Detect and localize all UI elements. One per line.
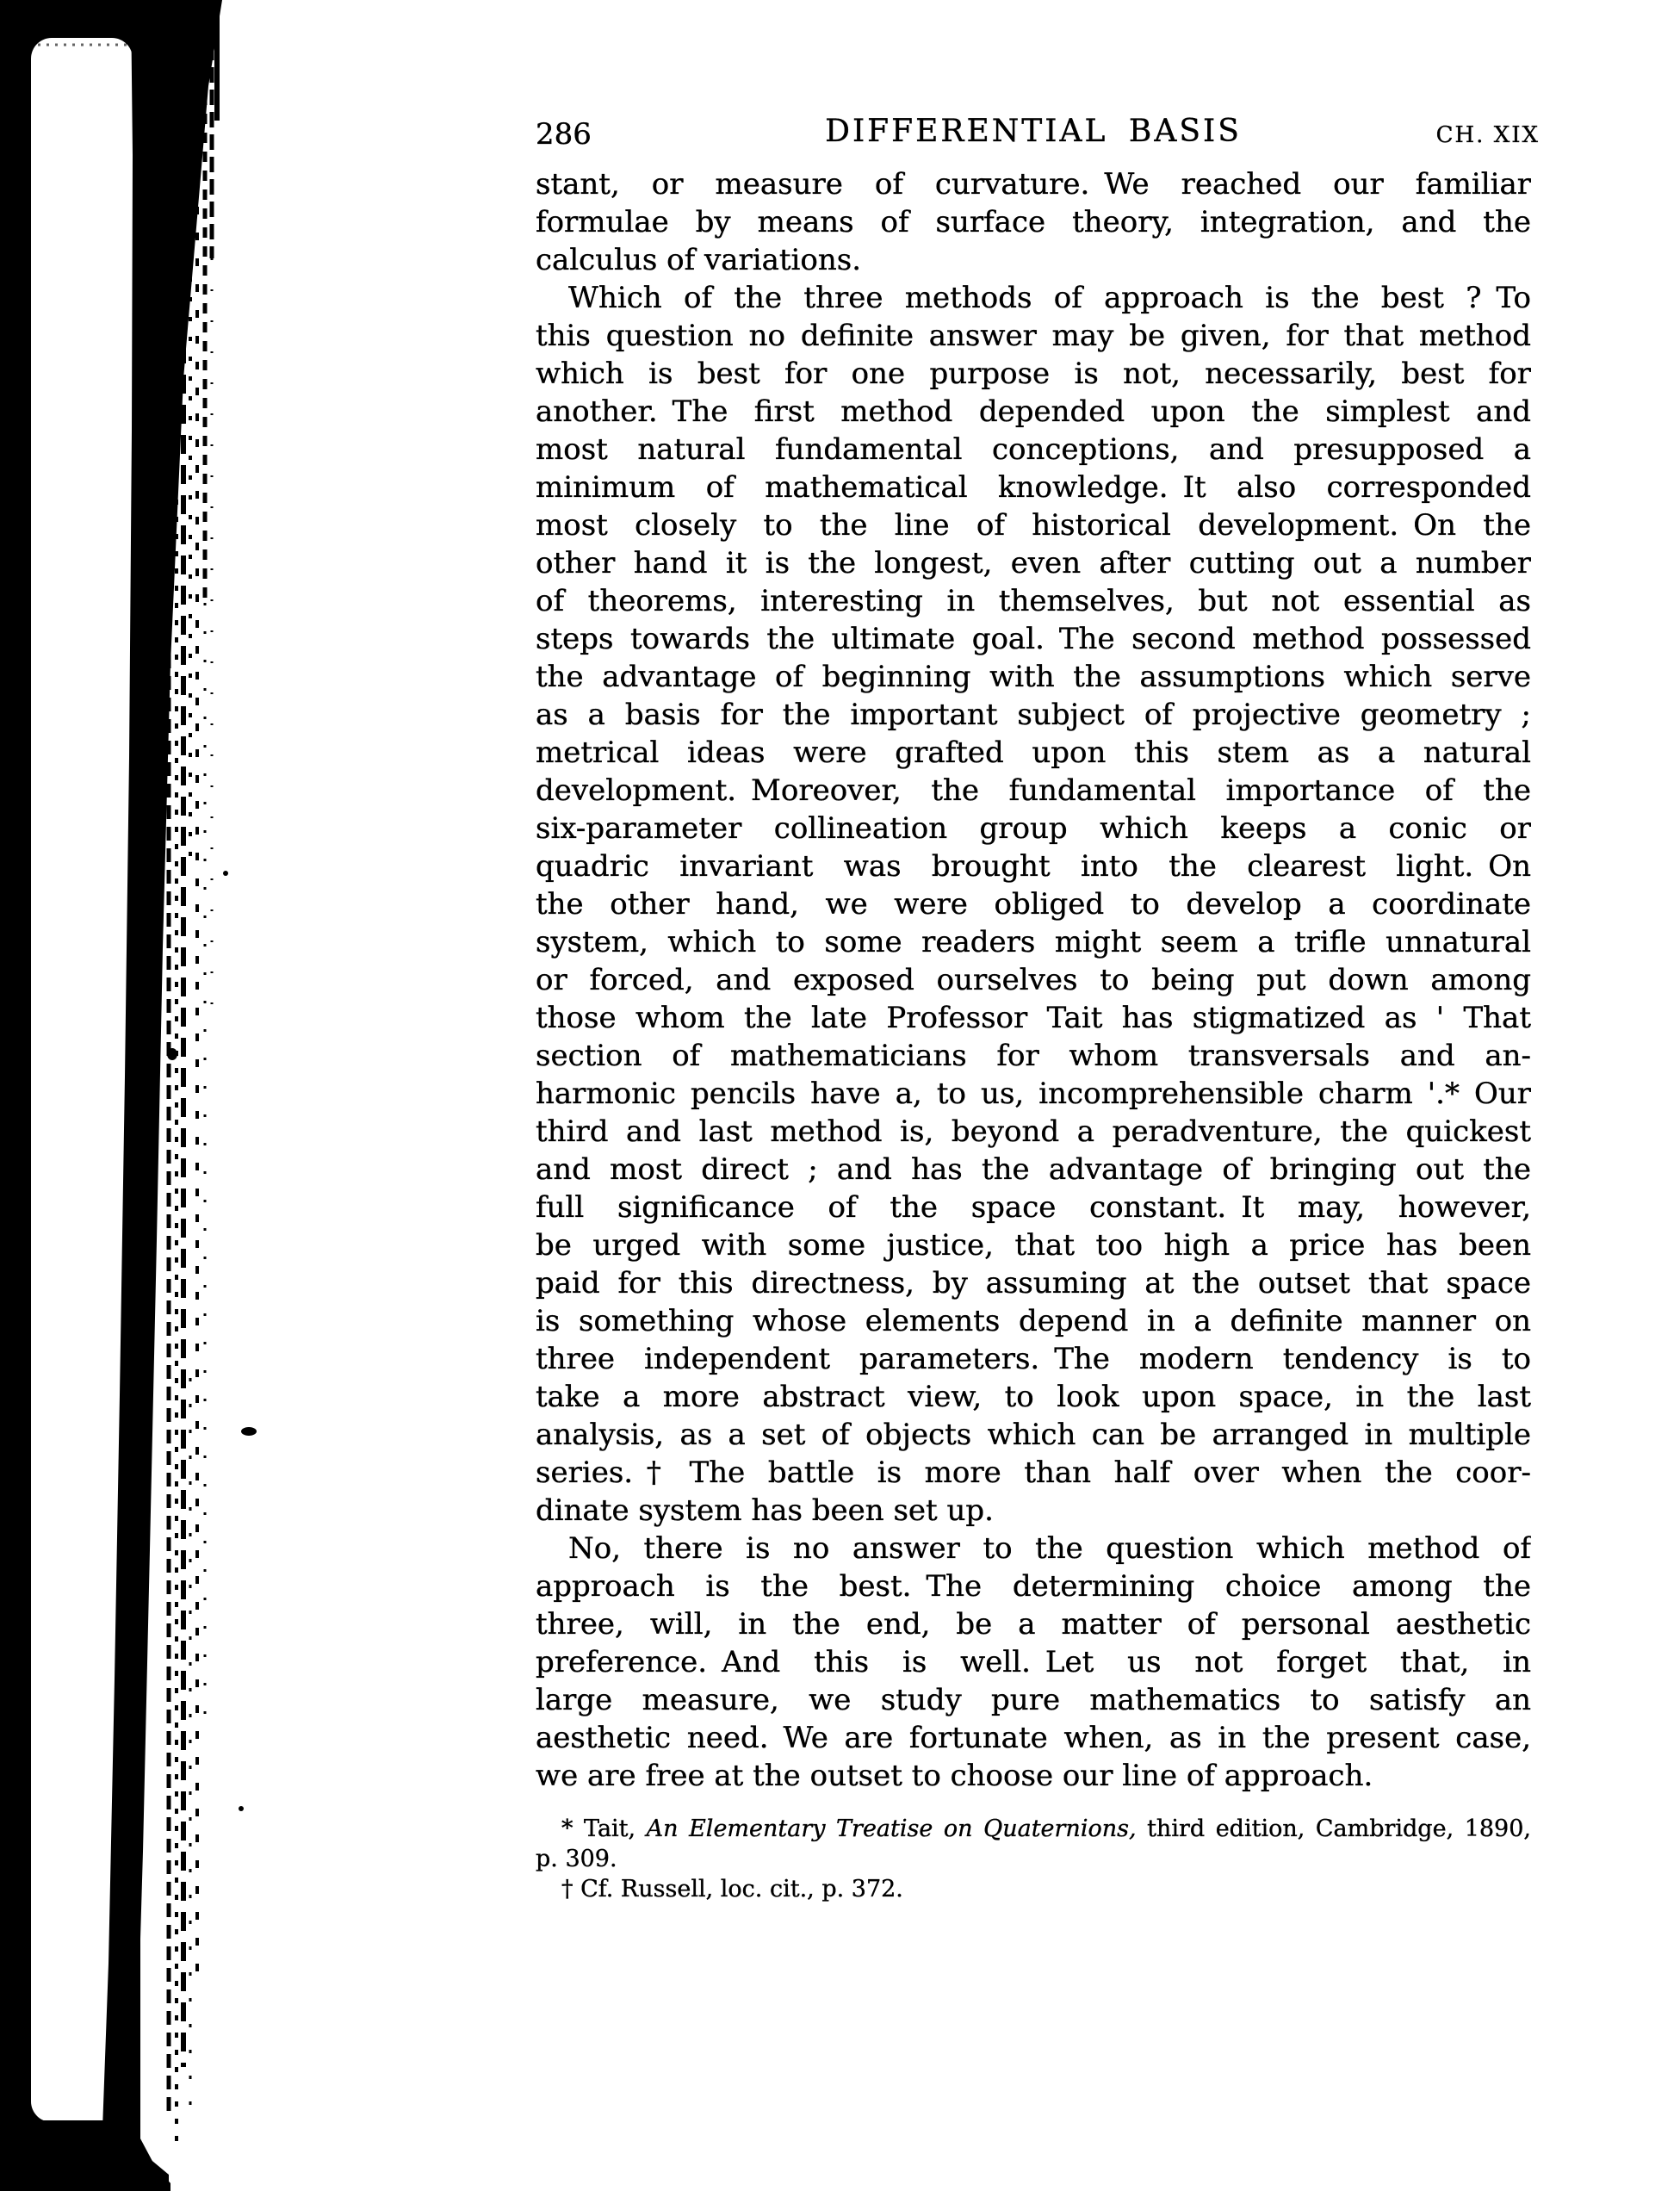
footnote-text: * Tait, [561,1815,647,1842]
page-title: DIFFERENTIAL BASIS [825,114,1242,149]
bottom-corner-shadow [0,2120,169,2191]
text-line: be urged with some justice, that too high a price has been [536,1228,1531,1263]
footnote-book-title: An Elementary Treatise on Quaternions, [646,1815,1137,1842]
text-line: preference. And this is well. Let us not forget that, in [536,1645,1531,1679]
text-line: development. Moreover, the fundamental importance of the [536,773,1531,808]
text-line: formulae by means of surface theory, integration, and the [536,205,1531,239]
page-number: 286 [536,117,592,152]
text-line: we are free at the outset to choose our line of approach. [536,1759,1373,1793]
text-line: is something whose elements depend in a definite manner on [536,1304,1531,1338]
text-line: full significance of the space constant. It may, however, [536,1190,1531,1225]
footnotes [536,1814,1531,1904]
text-line: series.† The battle is more than half over when the coor- [536,1455,1531,1490]
footnote-text: third edition, Cambridge, 1890, [1136,1815,1531,1842]
text-line: harmonic pencils have a, to us, incomprehensible charm '.* Our [536,1077,1531,1111]
text-line: paid for this directness, by assuming at the outset that space [536,1266,1531,1300]
footnote-line [536,1874,1531,1904]
text-line: the other hand, we were obliged to develop a coordinate [536,887,1531,922]
text-line: Which of the three methods of approach is the best ? To [568,281,1531,315]
text-line: most natural fundamental conceptions, and presupposed a [536,432,1531,467]
chapter-label: CH. XIX [1435,122,1540,148]
page-text [536,165,1531,1795]
text-line: large measure, we study pure mathematics to satisfy an [536,1683,1531,1717]
text-line: metrical ideas were grafted upon this stem as a natural [536,736,1531,770]
text-line: another. The first method depended upon the simplest and [536,394,1531,429]
text-line: analysis, as a set of objects which can be arranged in multiple [536,1418,1531,1452]
text-line: or forced, and exposed ourselves to being put down among [536,963,1531,997]
text-line: which is best for one purpose is not, necessarily, best for [536,357,1531,391]
text-line: the advantage of beginning with the assumptions which serve [536,660,1531,694]
text-line: steps towards the ultimate goal. The second method possessed [536,622,1531,656]
text-line: approach is the best. The determining choice among the [536,1569,1531,1604]
running-head [536,114,1540,155]
text-line: section of mathematicians for whom transversals and an- [536,1039,1531,1073]
text-line: those whom the late Professor Tait has stigmatized as ' That [536,1001,1531,1035]
footnote-text: p. 309. [536,1846,617,1872]
text-line: most closely to the line of historical development. On the [536,508,1531,543]
text-line: third and last method is, beyond a peradventure, the quickest [536,1114,1531,1149]
text-line: other hand it is the longest, even after cutting out a number [536,546,1531,580]
text-line: and most direct ; and has the advantage of bringing out the [536,1152,1531,1187]
text-line: three independent parameters. The modern tendency is to [536,1342,1531,1376]
text-line: of theorems, interesting in themselves, but not essential as [536,584,1531,618]
scan-edge-artifact [0,0,267,2191]
scan-flecks [167,871,257,1811]
text-line: system, which to some readers might seem a trifle unnatural [536,925,1531,959]
text-line: No, there is no answer to the question which method of [568,1531,1531,1566]
text-line: take a more abstract view, to look upon space, in the last [536,1380,1531,1414]
footnote-line [536,1844,1531,1874]
text-line: dinate system has been set up. [536,1493,994,1528]
text-line: three, will, in the end, be a matter of personal aesthetic [536,1607,1531,1642]
text-line: as a basis for the important subject of projective geometry ; [536,698,1531,732]
text-line: aesthetic need. We are fortunate when, as in the present case, [536,1721,1531,1755]
text-line: six-parameter collineation group which keeps a conic or [536,811,1531,846]
text-line: calculus of variations. [536,243,862,277]
text-line: stant, or measure of curvature. We reached our familiar [536,167,1531,202]
text-line: quadric invariant was brought into the clearest light. On [536,849,1531,884]
footnote-text: † Cf. Russell, loc. cit., p. 372. [561,1876,903,1902]
text-line: this question no definite answer may be given, for that method [536,319,1531,353]
text-line: minimum of mathematical knowledge. It also corresponded [536,470,1531,505]
footnote-line [536,1814,1531,1844]
